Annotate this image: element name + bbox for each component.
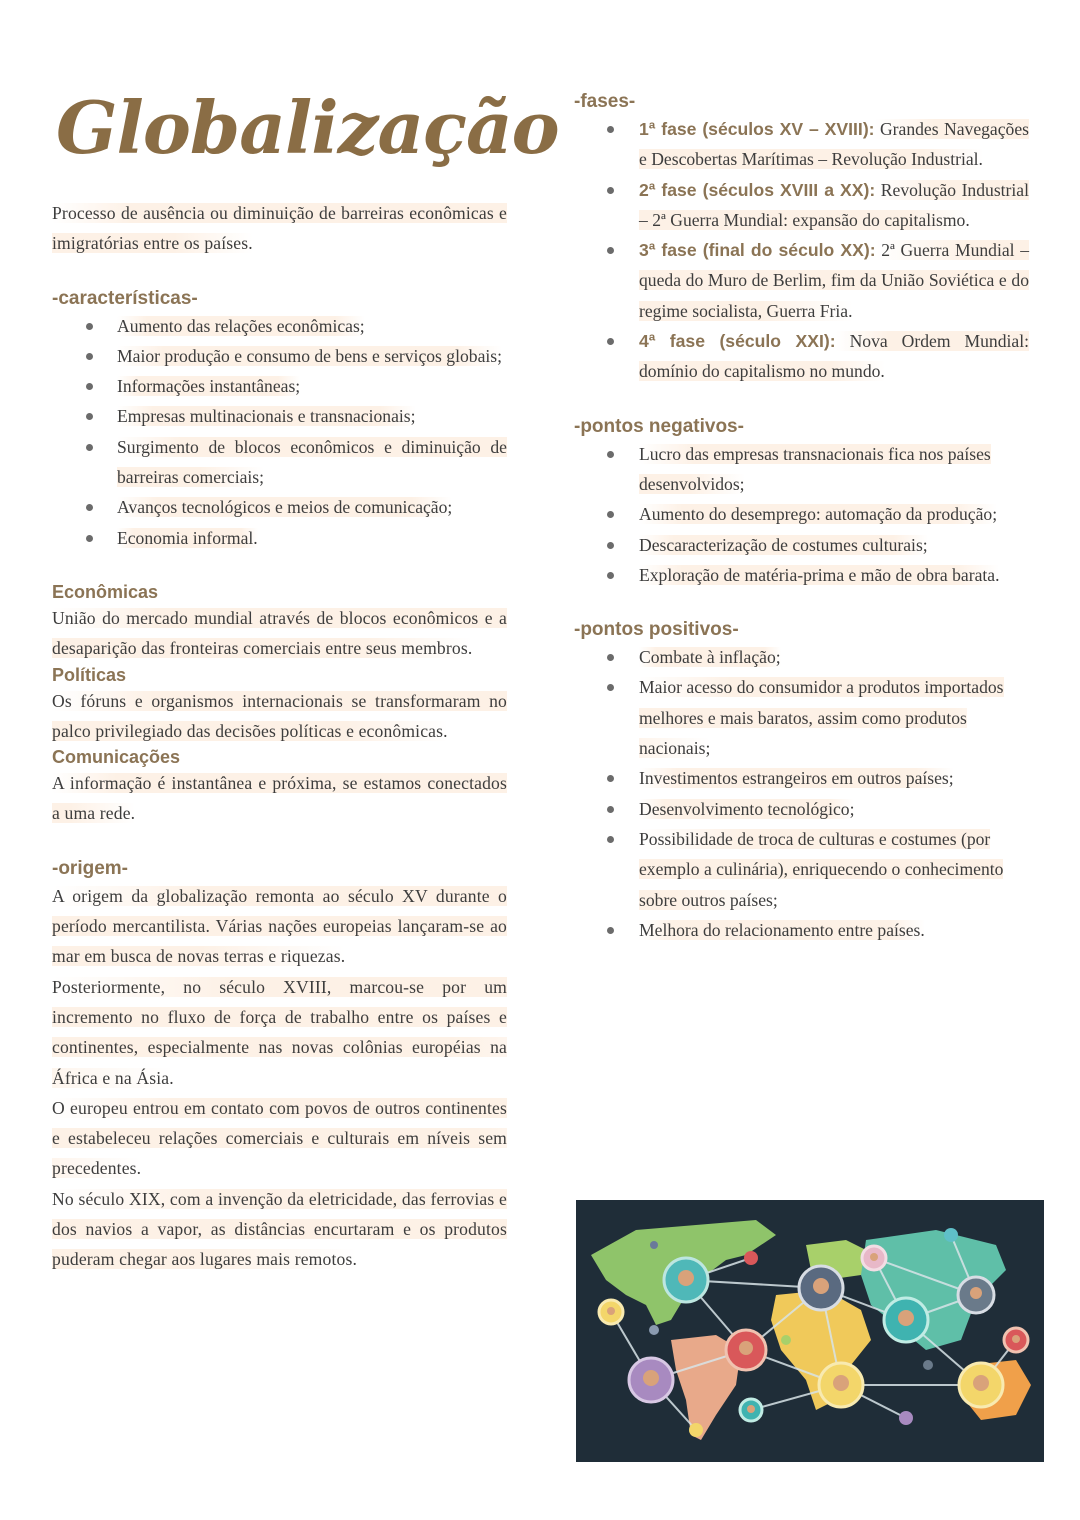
- heading-economicas: Econômicas: [52, 581, 159, 602]
- list-item: Combate à inflação;: [574, 642, 1029, 672]
- heading-caracteristicas: -características-: [52, 287, 198, 309]
- bullet-icon: [607, 654, 614, 661]
- bullet-icon: [607, 927, 614, 934]
- origem-paragraph: A origem da globalização remonta ao século XV durante o período mercantilista. Várias nações europeias lançaram-se ao mar em busca de novas terras e riquezas.: [52, 885, 507, 967]
- bullet-icon: [607, 775, 614, 782]
- list-item: Descaracterização de costumes culturais;: [574, 530, 1029, 560]
- positivos-list: [574, 642, 1029, 945]
- heading-politicas: Políticas: [52, 664, 127, 685]
- list-item: Desenvolvimento tecnológico;: [574, 794, 1029, 824]
- list-item: 3ª fase (final do século XX): 2ª Guerra Mundial – queda do Muro de Berlim, fim da União Soviética e do regime socialista, Guerra Fria.: [574, 235, 1029, 326]
- bullet-icon: [607, 451, 614, 458]
- list-item: Empresas multinacionais e transnacionais;: [52, 401, 507, 431]
- origem-paragraph: O europeu entrou em contato com povos de outros continentes e estabeleceu relações comerciais e culturais em níveis sem precedentes.: [52, 1097, 507, 1179]
- bullet-icon: [86, 353, 93, 360]
- list-item: Investimentos estrangeiros em outros países;: [574, 763, 1029, 793]
- list-item: 2ª fase (séculos XVIII a XX): Revolução Industrial – 2ª Guerra Mundial: expansão do capitalismo.: [574, 175, 1029, 236]
- page-title: Globalização: [56, 85, 559, 170]
- bullet-icon: [607, 187, 614, 194]
- list-item: 1ª fase (séculos XV – XVIII): Grandes Navegações e Descobertas Marítimas – Revolução Industrial.: [574, 114, 1029, 175]
- economicas-text: União do mercado mundial através de blocos econômicos e a desaparição das fronteiras comerciais entre seus membros.: [52, 607, 507, 659]
- comunicacoes-text: A informação é instantânea e próxima, se estamos conectados a uma rede.: [52, 773, 507, 824]
- list-item: Maior acesso do consumidor a produtos importados melhores e mais baratos, assim como produtos nacionais;: [574, 672, 1029, 763]
- list-item: Aumento das relações econômicas;: [52, 311, 507, 341]
- heading-origem: -origem-: [52, 857, 128, 879]
- bullet-icon: [607, 542, 614, 549]
- list-item: Lucro das empresas transnacionais fica nos países desenvolvidos;: [574, 439, 1029, 500]
- bullet-icon: [607, 247, 614, 254]
- fases-list: [574, 114, 1029, 387]
- list-item: Informações instantâneas;: [52, 371, 507, 401]
- origem-paragraph: Posteriormente, no século XVIII, marcou-se por um incremento no fluxo de força de trabalho entre os países e continentes, especialmente nas novas colônias européias na África e na Ásia.: [52, 976, 507, 1088]
- intro-text: Processo de ausência ou diminuição de barreiras econômicas e imigratórias entre os países.: [52, 203, 507, 254]
- list-item: Possibilidade de troca de culturas e costumes (por exemplo a culinária), enriquecendo o conhecimento sobre outros países;: [574, 824, 1029, 915]
- origem-paragraph: No século XIX, com a invenção da eletricidade, das ferrovias e dos navios a vapor, as distâncias encurtaram e os produtos puderam chegar aos lugares mais remotos.: [52, 1188, 507, 1270]
- list-item: Maior produção e consumo de bens e serviços globais;: [52, 341, 507, 371]
- politicas-text: Os fóruns e organismos internacionais se transformaram no palco privilegiado das decisões políticas e econômicas.: [52, 690, 507, 741]
- heading-pontos-positivos: -pontos positivos-: [574, 619, 739, 641]
- bullet-icon: [607, 338, 614, 345]
- bullet-icon: [86, 383, 93, 390]
- list-item: Avanços tecnológicos e meios de comunicação;: [52, 492, 507, 522]
- bullet-icon: [86, 413, 93, 420]
- list-item: Melhora do relacionamento entre países.: [574, 915, 1029, 945]
- negativos-list: [574, 439, 1029, 590]
- bullet-icon: [607, 684, 614, 691]
- bullet-icon: [86, 535, 93, 542]
- left-column: [52, 78, 559, 1275]
- heading-comunicacoes: Comunicações: [52, 747, 181, 768]
- bullet-icon: [607, 511, 614, 518]
- bullet-icon: [607, 836, 614, 843]
- bullet-icon: [86, 444, 93, 451]
- list-item: Exploração de matéria-prima e mão de obra barata.: [574, 560, 1029, 590]
- bullet-icon: [607, 806, 614, 813]
- list-item: Economia informal.: [52, 523, 507, 553]
- bullet-icon: [607, 572, 614, 579]
- right-column: [574, 90, 1029, 945]
- world-map-icon: [576, 1200, 1044, 1462]
- bullet-icon: [607, 126, 614, 133]
- bullet-icon: [86, 323, 93, 330]
- bullet-icon: [86, 504, 93, 511]
- list-item: 4ª fase (século XXI): Nova Ordem Mundial: domínio do capitalismo no mundo.: [574, 326, 1029, 387]
- list-item: Surgimento de blocos econômicos e diminuição de barreiras comerciais;: [52, 432, 507, 493]
- list-item: Aumento do desemprego: automação da produção;: [574, 499, 1029, 529]
- world-network-illustration: [576, 1200, 1044, 1462]
- caracteristicas-list: [52, 311, 507, 553]
- heading-pontos-negativos: -pontos negativos-: [574, 415, 744, 437]
- heading-fases: -fases-: [574, 91, 636, 112]
